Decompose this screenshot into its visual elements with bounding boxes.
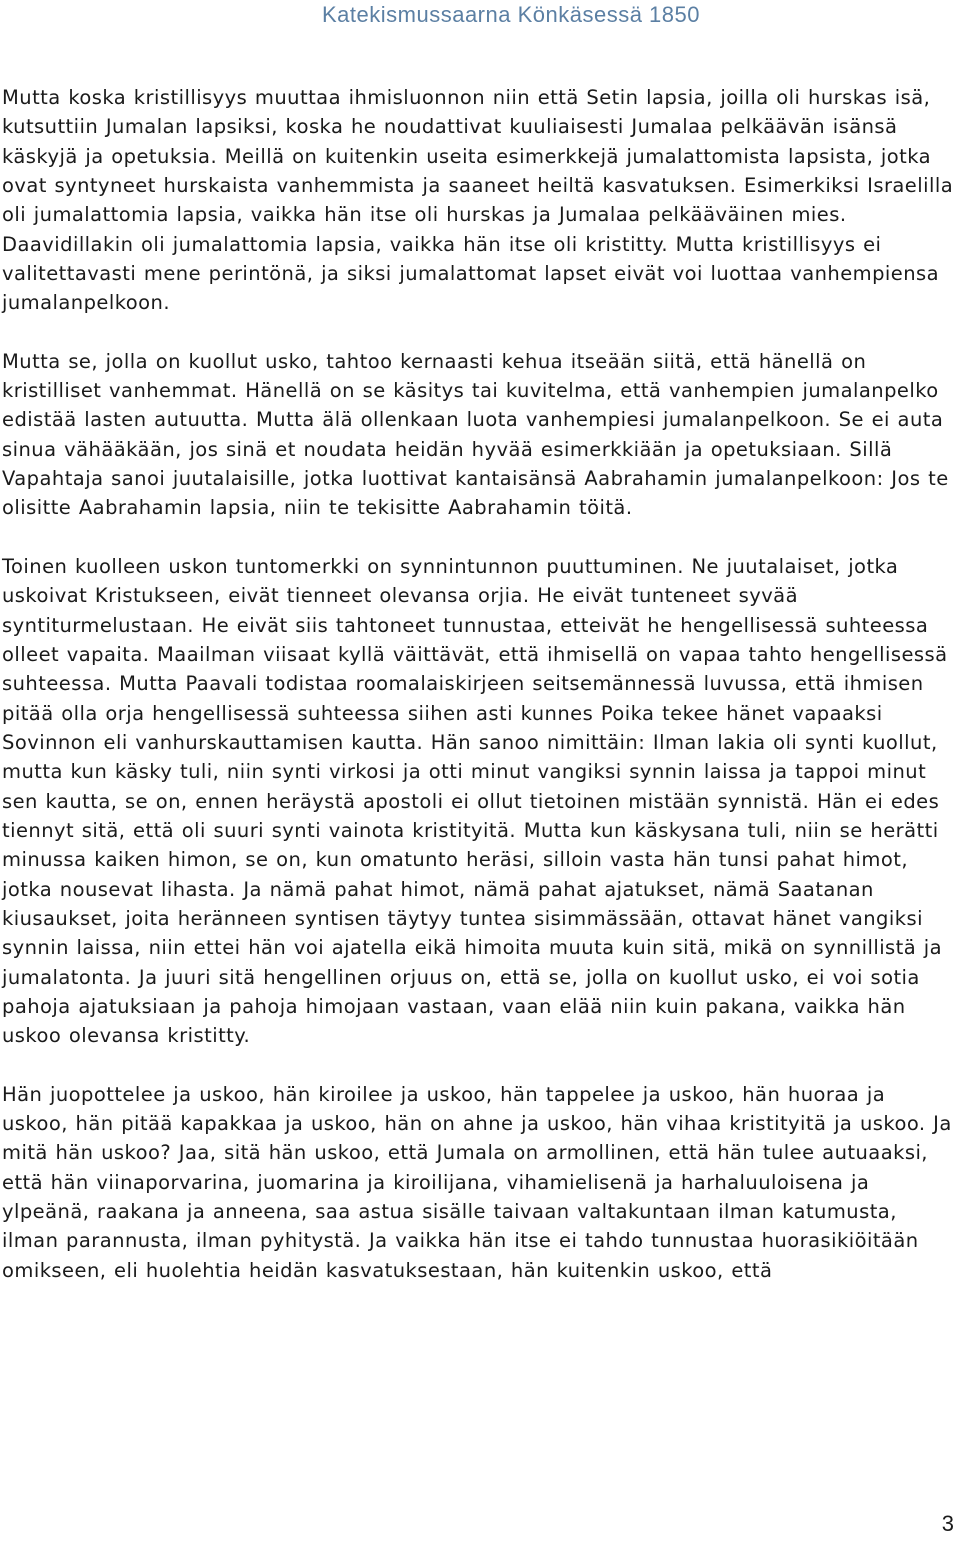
paragraph-2: Mutta se, jolla on kuollut usko, tahtoo kernaasti kehua itseään siitä, että hänellä on kristilliset vanhemmat. Hänellä on se käsitys tai kuvitelma, että vanhempien jumalanpelko edistää lasten autuutta. Mutta älä ollenkaan luota vanhempiesi jumalanpelkoon. Se ei auta sinua vähääkään, jos sinä et noudata heidän hyvää esimerkkiään ja opetuksiaan. Sillä Vapahtaja sanoi juutalaisille, jotka luottivat kantaisänsä Aabrahamin jumalanpelkoon: Jos te olisitte Aabrahamin lapsia, niin te tekisitte Aabrahamin töitä. [2,349,949,520]
paragraph-4: Hän juopottelee ja uskoo, hän kiroilee ja uskoo, hän tappelee ja uskoo, hän huoraa ja uskoo, hän pitää kapakkaa ja uskoo, hän on ahne ja uskoo, hän vihaa kristityitä ja uskoo. Ja mitä hän uskoo? Jaa, sitä hän uskoo, että Jumala on armollinen, että hän tulee autuaaksi, että hän viinaporvarina, juomarina ja kiroilijana, vihamielisenä ja harhaluuloisena ja ylpeänä, raakana ja anneena, saa astua sisälle taivaan valtakuntaan ilman katumusta, ilman parannusta, ilman pyhitystä. Ja vaikka hän itse ei tahdo tunnustaa huorasikiöitään omikseen, eli huolehtia heidän kasvatuksestaan, hän kuitenkin uskoo, että [2,1082,952,1282]
paragraph-3: Toinen kuolleen uskon tuntomerkki on synnintunnon puuttuminen. Ne juutalaiset, jotka uskoivat Kristukseen, eivät tienneet olevansa orjia. He eivät tunteneet syvää syntiturmelustaan. He eivät siis tahtoneet tunnustaa, etteivät he hengellisessä suhteessa olleet vapaita. Maailman viisaat kyllä väittävät, että ihmisellä on vapaa tahto hengellisessä suhteessa. Mutta Paavali todistaa roomalaiskirjeen seitsemännessä luvussa, että ihmisen pitää olla orja hengellisessä suhteessa siihen asti kunnes Poika tekee hänet vapaaksi Sovinnon eli vanhurskauttamisen kautta. Hän sanoo nimittäin: Ilman lakia oli synti kuollut, mutta kun käsky tuli, niin synti virkosi ja otti minut vangiksi synnin laissa ja tappoi minut sen kautta, se on, ennen heräystä apostoli ei ollut tietoinen mistään synnistä. Hän ei edes tiennyt sitä, että oli suuri synti vainota kristityitä. Mutta kun käskysana tuli, niin se herätti minussa kaiken himon, se on, kun omatunto heräsi, silloin vasta hän tunsi pahat himot, jotka nousevat lihasta. Ja nämä pahat himot, nämä pahat ajatukset, nämä Saatanan kiusaukset, joita heränneen syntisen täytyy tuntea sisimmässään, ottavat hänet vangiksi synnin laissa, niin ettei hän voi ajatella eikä himoita muuta kuin sitä, mikä on synnillistä ja jumalatonta. Ja juuri sitä hengellinen orjuus on, että se, jolla on kuollut usko, ei voi sotia pahoja ajatuksiaan ja pahoja himojaan vastaan, vaan elää niin kuin pakana, vaikka hän uskoo olevansa kristitty. [2,554,948,1048]
paragraph-1: Mutta koska kristillisyys muuttaa ihmisluonnon niin että Setin lapsia, joilla oli hurskas isä, kutsuttiin Jumalan lapsiksi, koska he noudattivat kuuliaisesti Jumalaa pelkäävän isänsä käskyjä ja opetuksia. Meillä on kuitenkin useita esimerkkejä jumalattomista lapsista, jotka ovat syntyneet hurskaista vanhemmista ja saaneet heiltä kasvatuksen. Esimerkiksi Israelilla oli jumalattomia lapsia, vaikka hän itse oli hurskas ja Jumalaa pelkääväinen mies. Daavidillakin oli jumalattomia lapsia, vaikka hän itse oli kristitty. Mutta kristillisyys ei valitettavasti mene perintönä, ja siksi jumalattomat lapset eivät voi luottaa vanhempiensa jumalanpelkoon. [2,86,954,315]
running-header: Katekismussaarna Könkäsessä 1850 [322,2,700,27]
document-body [2,83,958,1285]
page-number: 3 [941,1511,954,1536]
